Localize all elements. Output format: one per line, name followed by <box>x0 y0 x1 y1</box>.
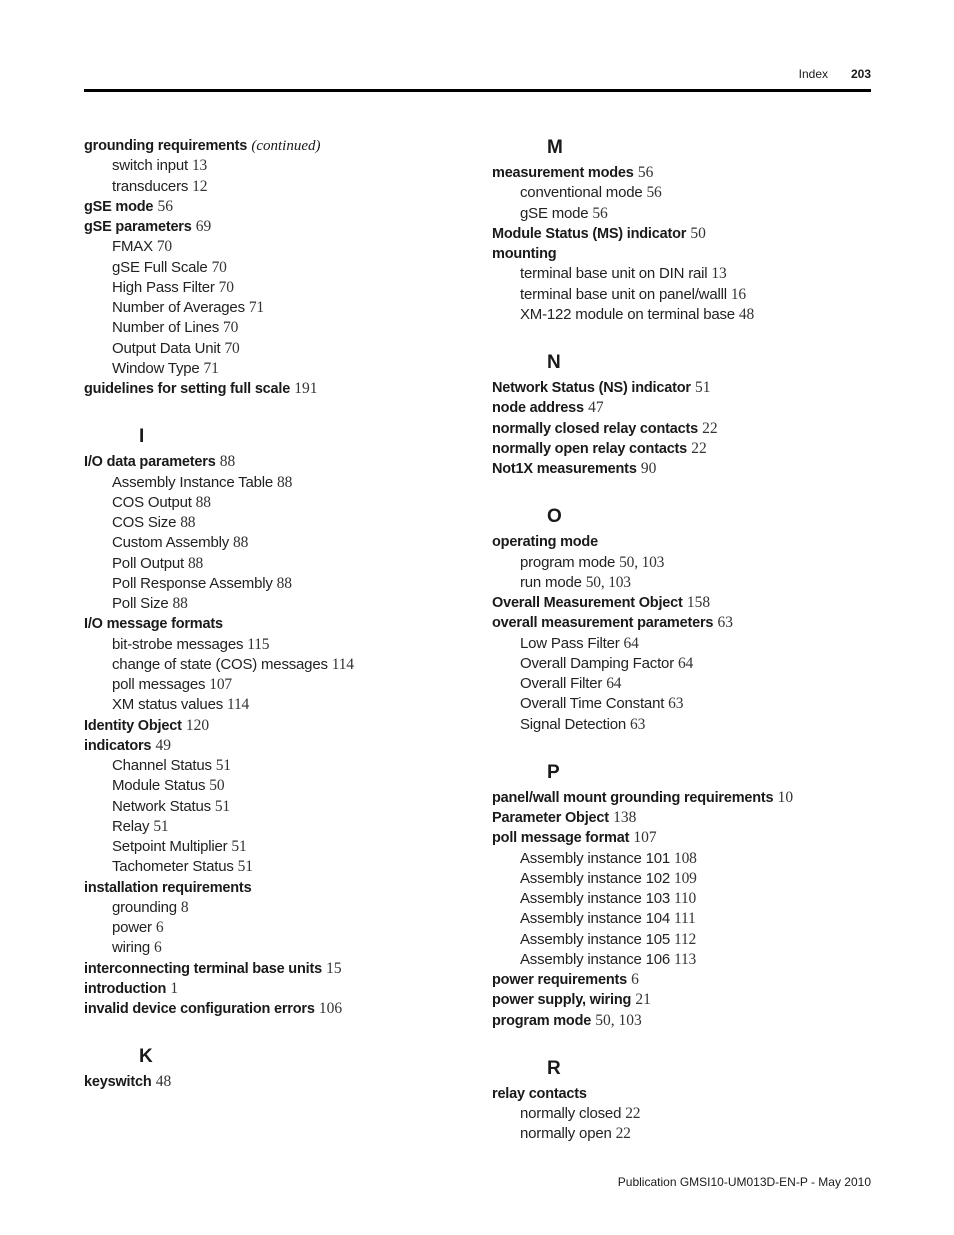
index-subentry <box>492 1124 892 1144</box>
index-subentry <box>492 264 892 284</box>
index-subterm: High Pass Filter <box>112 278 215 296</box>
page-reference: 1 <box>170 979 179 997</box>
page-reference: 13 <box>191 157 208 175</box>
index-subentry <box>492 694 892 714</box>
index-term: mounting <box>492 246 557 262</box>
publication-footer: Publication GMSI10-UM013D-EN-P - May 2010 <box>617 1175 871 1189</box>
index-subterm: gSE Full Scale <box>112 258 208 276</box>
page-reference: 88 <box>277 473 293 491</box>
index-subentry <box>84 695 484 715</box>
index-term: power supply, wiring <box>492 992 632 1009</box>
page-reference: 70 <box>224 339 240 357</box>
index-term: Network Status (NS) indicator <box>492 380 691 396</box>
index-subterm: grounding <box>112 898 177 916</box>
index-entry <box>84 197 484 217</box>
index-term: invalid device configuration errors <box>84 1001 315 1017</box>
index-subterm: conventional mode <box>520 184 643 202</box>
page-reference: 6 <box>631 971 639 988</box>
index-subentry <box>84 675 484 695</box>
index-subterm: Channel Status <box>112 757 212 774</box>
page-reference: 51 <box>231 838 247 855</box>
index-subterm: Output Data Unit <box>112 339 221 357</box>
index-subterm: transducers <box>112 177 189 195</box>
page-reference: 71 <box>203 359 219 377</box>
page-reference: 56 <box>157 197 173 215</box>
header-section-title: Index <box>798 67 828 81</box>
index-subentry <box>84 359 484 379</box>
index-entry <box>492 439 892 459</box>
index-letter-group <box>84 1045 484 1092</box>
index-letter-heading: N <box>547 352 561 373</box>
page-reference: 106 <box>318 1000 343 1017</box>
index-entry <box>492 990 892 1010</box>
index-entry <box>84 136 484 156</box>
page-reference: 112 <box>674 930 697 948</box>
index-letter-heading: I <box>139 426 145 448</box>
page-reference: 107 <box>633 829 657 847</box>
page-reference: 6 <box>153 939 162 957</box>
index-subentry <box>84 817 484 837</box>
page-reference: 56 <box>592 204 608 222</box>
index-subentry <box>84 635 484 655</box>
index-subterm: Assembly instance 105 <box>520 930 671 948</box>
page-reference: 50, 103 <box>585 573 631 591</box>
index-subentry <box>492 950 892 970</box>
index-subentry <box>492 634 892 654</box>
index-subterm: Low Pass Filter <box>520 634 620 652</box>
index-letter-group <box>84 425 484 1019</box>
page-reference: 49 <box>155 736 171 754</box>
index-entry <box>492 244 892 264</box>
index-letter-group <box>492 761 892 1031</box>
index-term: relay contacts <box>492 1085 587 1102</box>
index-subterm: Setpoint Multiplier <box>112 838 228 855</box>
index-subentry <box>492 909 892 929</box>
page-reference: 47 <box>588 399 604 417</box>
page-reference: 107 <box>209 676 232 693</box>
index-subterm: Relay <box>112 817 150 835</box>
index-entry <box>84 452 484 472</box>
page-reference: 64 <box>623 634 639 652</box>
index-term: Module Status (MS) indicator <box>492 225 687 242</box>
index-subentry <box>84 493 484 513</box>
index-subentry <box>84 857 484 877</box>
index-subentry <box>492 1104 892 1124</box>
page-reference: 88 <box>233 534 249 552</box>
index-entry <box>84 979 484 999</box>
index-subentry <box>84 594 484 614</box>
page-reference: 6 <box>155 919 164 936</box>
index-subterm: Network Status <box>112 797 211 815</box>
page-reference: 56 <box>637 164 654 181</box>
page-reference: 70 <box>156 238 172 256</box>
index-term: I/O message formats <box>84 616 223 633</box>
index-subentry <box>492 674 892 694</box>
index-subterm: Assembly instance 103 <box>520 890 671 907</box>
index-subterm: program mode <box>520 553 616 571</box>
page-reference: 22 <box>691 439 707 457</box>
index-entry <box>492 970 892 990</box>
page-reference: 10 <box>777 788 794 806</box>
index-subentry <box>492 930 892 950</box>
page-reference: 8 <box>180 898 189 916</box>
page-reference: 88 <box>195 493 211 511</box>
index-subterm: Module Status <box>112 777 206 795</box>
index-column-right <box>492 136 892 1145</box>
index-letter-group <box>492 1057 892 1145</box>
page-reference: 63 <box>717 614 733 632</box>
index-subterm: Assembly Instance Table <box>112 473 274 491</box>
index-subentry <box>492 573 892 593</box>
index-term: normally closed relay contacts <box>492 420 698 437</box>
page-reference: 21 <box>635 991 651 1009</box>
index-term: node address <box>492 400 584 417</box>
page-reference: 50, 103 <box>619 553 665 571</box>
index-subterm: normally open <box>520 1125 612 1143</box>
index-subentry <box>84 177 484 197</box>
index-subterm: Window Type <box>112 359 200 377</box>
index-column-left <box>84 136 484 1093</box>
index-entry <box>492 378 892 398</box>
index-term: program mode <box>492 1012 592 1029</box>
index-term: interconnecting terminal base units <box>84 960 322 977</box>
index-subterm: Number of Lines <box>112 319 220 337</box>
index-subterm: Poll Size <box>112 595 169 612</box>
page-reference: 110 <box>674 890 697 907</box>
index-subterm: Overall Time Constant <box>520 695 665 713</box>
page-reference: 51 <box>695 379 711 396</box>
page-reference: 70 <box>218 278 234 296</box>
index-entry <box>492 593 892 613</box>
page-reference: 115 <box>247 635 270 653</box>
index-subterm: Poll Output <box>112 554 185 572</box>
index-term: Not1X measurements <box>492 461 637 477</box>
index-subentry <box>492 889 892 909</box>
index-subterm: switch input <box>112 157 188 175</box>
index-letter-heading: M <box>547 137 563 158</box>
page-reference: 69 <box>195 218 212 235</box>
page-reference: 64 <box>677 654 694 672</box>
index-subterm: Tachometer Status <box>112 858 234 876</box>
index-subterm: normally closed <box>520 1105 622 1122</box>
index-entry <box>492 532 892 552</box>
index-subterm: terminal base unit on DIN rail <box>520 265 708 283</box>
index-entry <box>492 459 892 479</box>
index-subterm: run mode <box>520 573 582 591</box>
page-reference: 88 <box>276 574 292 592</box>
page-reference: 120 <box>185 716 210 734</box>
page-reference: 111 <box>674 910 696 928</box>
page-reference: 15 <box>326 959 342 977</box>
page-reference: 88 <box>219 453 236 471</box>
page-reference: 191 <box>294 380 318 397</box>
index-entry <box>84 1072 484 1092</box>
index-subterm: COS Size <box>112 514 177 531</box>
page-reference: 51 <box>215 757 231 774</box>
page-reference: 88 <box>172 595 188 612</box>
page-reference: 22 <box>702 419 718 437</box>
index-subterm: Assembly instance 106 <box>520 950 671 968</box>
index-subterm: XM-122 module on terminal base <box>520 305 735 323</box>
index-subterm: Signal Detection <box>520 715 627 733</box>
index-subterm: gSE mode <box>520 204 589 222</box>
page-reference: 50 <box>690 224 706 242</box>
index-subterm: Overall Filter <box>520 675 603 692</box>
index-term: guidelines for setting full scale <box>84 381 291 397</box>
index-subterm: power <box>112 919 152 936</box>
index-term: normally open relay contacts <box>492 440 688 457</box>
index-entry <box>84 999 484 1019</box>
page-number: 203 <box>850 67 871 81</box>
index-entry <box>84 716 484 736</box>
page-reference: 12 <box>192 177 208 195</box>
page-reference: 63 <box>668 695 684 713</box>
index-term: I/O data parameters <box>84 454 216 471</box>
index-subterm: Assembly instance 101 <box>520 849 671 867</box>
index-subentry <box>84 797 484 817</box>
index-entry <box>492 1011 892 1031</box>
index-entry <box>492 398 892 418</box>
index-entry <box>492 163 892 183</box>
page-reference: 70 <box>223 319 239 337</box>
index-entry <box>492 828 892 848</box>
index-subterm: Overall Damping Factor <box>520 654 674 672</box>
index-entry <box>84 959 484 979</box>
index-subentry <box>84 655 484 675</box>
page-header <box>84 64 871 84</box>
index-entry <box>492 419 892 439</box>
index-subentry <box>84 318 484 338</box>
index-term: gSE mode <box>84 198 154 215</box>
index-subterm: poll messages <box>112 676 206 693</box>
page-reference: 51 <box>237 858 253 876</box>
index-subterm: wiring <box>112 939 150 957</box>
index-term: gSE parameters <box>84 219 192 235</box>
page-reference: 56 <box>646 184 662 202</box>
page-reference: 16 <box>730 285 746 303</box>
index-subterm: FMAX <box>112 238 153 256</box>
index-subentry <box>84 533 484 553</box>
index-entry <box>492 224 892 244</box>
index-subentry <box>84 574 484 594</box>
index-subentry <box>84 513 484 533</box>
index-entry <box>84 379 484 399</box>
index-letter-group <box>84 136 484 399</box>
index-term: keyswitch <box>84 1074 152 1091</box>
index-letter-group <box>492 351 892 479</box>
index-term: grounding requirements <box>84 138 248 154</box>
index-subentry <box>492 654 892 674</box>
page-reference: 48 <box>155 1073 172 1091</box>
index-entry <box>84 217 484 237</box>
index-subentry <box>492 204 892 224</box>
index-subterm: bit-strobe messages <box>112 635 244 653</box>
page-reference: 108 <box>674 849 697 867</box>
page-reference: 138 <box>613 809 637 826</box>
page-reference: 109 <box>674 869 697 887</box>
page-reference: 88 <box>180 514 196 531</box>
index-subentry <box>84 339 484 359</box>
page-reference: 51 <box>153 817 169 835</box>
index-subentry <box>492 715 892 735</box>
page-reference: 13 <box>711 265 727 283</box>
index-subterm: COS Output <box>112 493 192 511</box>
index-subentry <box>492 869 892 889</box>
index-subentry <box>84 473 484 493</box>
index-term: panel/wall mount grounding requirements <box>492 789 774 806</box>
page-reference: 70 <box>211 258 227 276</box>
index-term: operating mode <box>492 534 598 551</box>
page-reference: 22 <box>615 1125 631 1143</box>
page-reference: 51 <box>214 797 230 815</box>
index-subterm: Number of Averages <box>112 299 245 316</box>
index-subterm: XM status values <box>112 696 224 714</box>
index-term: Parameter Object <box>492 810 609 826</box>
index-subentry <box>84 938 484 958</box>
page-reference: 88 <box>187 554 204 572</box>
index-subentry <box>492 849 892 869</box>
continued-note: (continued) <box>251 138 321 154</box>
index-letter-heading: K <box>139 1046 153 1068</box>
index-subentry <box>84 278 484 298</box>
page-reference: 114 <box>226 696 250 714</box>
page-reference: 64 <box>606 675 622 692</box>
index-subterm: Custom Assembly <box>112 534 230 552</box>
index-entry <box>84 614 484 634</box>
index-term: power requirements <box>492 972 627 988</box>
index-entry <box>84 736 484 756</box>
index-subentry <box>84 156 484 176</box>
index-term: overall measurement parameters <box>492 615 714 632</box>
index-letter-group <box>492 505 892 735</box>
index-subterm: Assembly instance 102 <box>520 869 671 887</box>
index-term: poll message format <box>492 830 630 847</box>
index-entry <box>492 613 892 633</box>
page-reference: 113 <box>674 950 697 968</box>
page-reference: 158 <box>686 594 711 611</box>
index-subentry <box>84 756 484 776</box>
index-subterm: terminal base unit on panel/walll <box>520 285 727 303</box>
index-subentry <box>84 258 484 278</box>
index-letter-heading: R <box>547 1057 561 1079</box>
index-subentry <box>492 553 892 573</box>
index-subentry <box>492 285 892 305</box>
index-subentry <box>84 237 484 257</box>
index-subentry <box>84 837 484 857</box>
page-reference: 50, 103 <box>595 1011 642 1029</box>
index-subentry <box>492 305 892 325</box>
index-letter-heading: P <box>547 761 560 783</box>
index-entry <box>492 808 892 828</box>
page-reference: 90 <box>640 460 657 477</box>
index-letter-heading: O <box>547 506 562 528</box>
index-term: Identity Object <box>84 717 182 734</box>
index-subentry <box>492 183 892 203</box>
index-term: measurement modes <box>492 165 634 181</box>
index-subentry <box>84 918 484 938</box>
index-subterm: Poll Response Assembly <box>112 574 273 592</box>
index-term: installation requirements <box>84 879 252 896</box>
index-subentry <box>84 298 484 318</box>
index-entry <box>84 878 484 898</box>
index-term: Overall Measurement Object <box>492 595 683 611</box>
index-subentry <box>84 776 484 796</box>
page-reference: 50 <box>209 777 225 795</box>
index-subterm: Assembly instance 104 <box>520 910 671 928</box>
header-rule <box>84 89 871 92</box>
index-entry <box>492 788 892 808</box>
index-letter-group <box>492 136 892 325</box>
index-subentry <box>84 898 484 918</box>
index-subentry <box>84 554 484 574</box>
page-reference: 114 <box>331 655 354 673</box>
page-reference: 22 <box>625 1105 641 1122</box>
index-term: indicators <box>84 737 152 754</box>
page-reference: 71 <box>248 299 264 316</box>
page-reference: 48 <box>738 305 755 323</box>
page-reference: 63 <box>630 715 646 733</box>
index-term: introduction <box>84 980 167 997</box>
index-subterm: change of state (COS) messages <box>112 655 328 673</box>
index-entry <box>492 1084 892 1104</box>
